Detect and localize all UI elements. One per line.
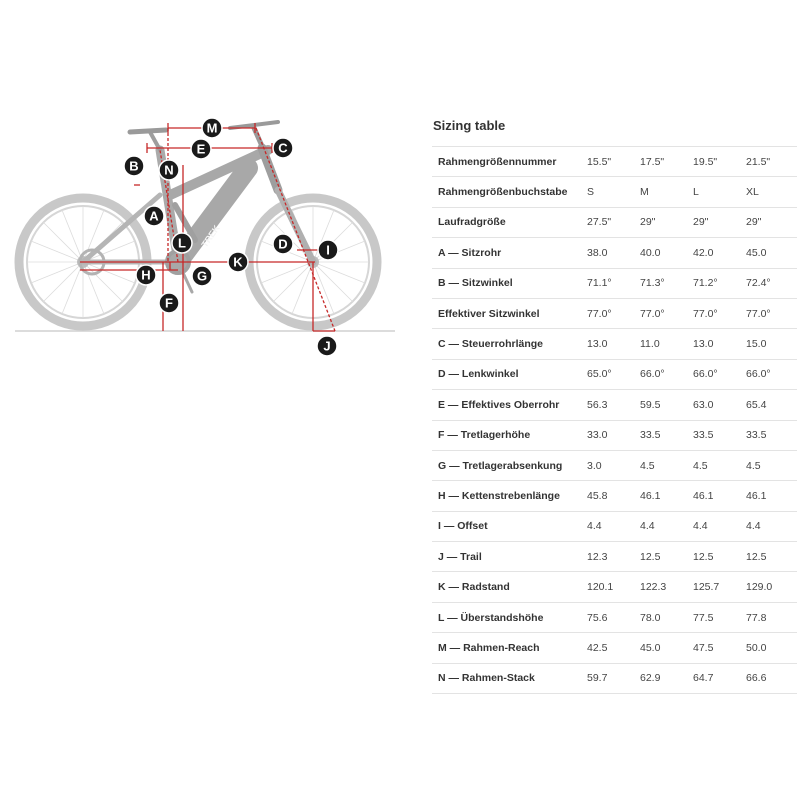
cell-value: 33.5 bbox=[638, 420, 691, 450]
svg-text:K: K bbox=[233, 254, 243, 270]
table-row bbox=[432, 602, 797, 632]
cell-value: 129.0 bbox=[744, 572, 797, 602]
cell-value: 40.0 bbox=[638, 238, 691, 268]
row-label: I — Offset bbox=[432, 511, 585, 541]
cell-value: 4.5 bbox=[638, 450, 691, 480]
cell-value: 4.4 bbox=[744, 511, 797, 541]
cell-value: L bbox=[691, 177, 744, 207]
cell-value: 45.0 bbox=[638, 633, 691, 663]
marker-n bbox=[159, 160, 179, 180]
svg-text:J: J bbox=[323, 338, 331, 354]
row-label: M — Rahmen-Reach bbox=[432, 633, 585, 663]
row-label: N — Rahmen-Stack bbox=[432, 663, 585, 693]
cell-value: 65.4 bbox=[744, 390, 797, 420]
row-label: Rahmengrößenbuchstabe bbox=[432, 177, 585, 207]
marker-h bbox=[136, 265, 156, 285]
table-row bbox=[432, 207, 797, 237]
row-label: A — Sitzrohr bbox=[432, 238, 585, 268]
svg-text:L: L bbox=[178, 235, 186, 251]
cell-value: 27.5" bbox=[585, 207, 638, 237]
cell-value: 77.0° bbox=[691, 298, 744, 328]
marker-e bbox=[191, 139, 211, 159]
cell-value: 66.0° bbox=[691, 359, 744, 389]
svg-text:G: G bbox=[196, 268, 208, 284]
cell-value: 122.3 bbox=[638, 572, 691, 602]
cell-value: 72.4° bbox=[744, 268, 797, 298]
cell-value: 56.3 bbox=[585, 390, 638, 420]
cell-value: 46.1 bbox=[744, 481, 797, 511]
cell-value: 33.0 bbox=[585, 420, 638, 450]
marker-f bbox=[159, 293, 179, 313]
cell-value: 12.3 bbox=[585, 542, 638, 572]
cell-value: 77.5 bbox=[691, 602, 744, 632]
marker-k bbox=[228, 252, 248, 272]
cell-value: 77.8 bbox=[744, 602, 797, 632]
svg-text:H: H bbox=[141, 267, 151, 283]
row-label: J — Trail bbox=[432, 542, 585, 572]
cell-value: 12.5 bbox=[638, 542, 691, 572]
cell-value: 64.7 bbox=[691, 663, 744, 693]
row-label: Laufradgröße bbox=[432, 207, 585, 237]
bike-geometry-diagram bbox=[0, 0, 420, 370]
cell-value: 42.5 bbox=[585, 633, 638, 663]
cell-value: 13.0 bbox=[691, 329, 744, 359]
cell-value: 11.0 bbox=[638, 329, 691, 359]
row-label: L — Überstandshöhe bbox=[432, 602, 585, 632]
table-row bbox=[432, 511, 797, 541]
table-row bbox=[432, 390, 797, 420]
cell-value: 4.4 bbox=[638, 511, 691, 541]
cell-value: 45.8 bbox=[585, 481, 638, 511]
cell-value: 29" bbox=[691, 207, 744, 237]
cell-value: 47.5 bbox=[691, 633, 744, 663]
cell-value: 38.0 bbox=[585, 238, 638, 268]
cell-value: 4.4 bbox=[691, 511, 744, 541]
cell-value: 13.0 bbox=[585, 329, 638, 359]
cell-value: 29" bbox=[638, 207, 691, 237]
marker-g bbox=[192, 266, 212, 286]
row-label: B — Sitzwinkel bbox=[432, 268, 585, 298]
marker-c bbox=[273, 138, 293, 158]
frame-brand-mark: TREK bbox=[199, 223, 222, 250]
sizing-table bbox=[432, 146, 797, 694]
cell-value: 4.5 bbox=[744, 450, 797, 480]
marker-d bbox=[273, 234, 293, 254]
row-label: H — Kettenstrebenlänge bbox=[432, 481, 585, 511]
cell-value: 12.5 bbox=[691, 542, 744, 572]
svg-text:F: F bbox=[165, 295, 173, 311]
cell-value: M bbox=[638, 177, 691, 207]
table-row bbox=[432, 450, 797, 480]
cell-value: 4.4 bbox=[585, 511, 638, 541]
cell-value: 46.1 bbox=[691, 481, 744, 511]
cell-value: 33.5 bbox=[691, 420, 744, 450]
svg-text:D: D bbox=[278, 236, 288, 252]
cell-value: 59.7 bbox=[585, 663, 638, 693]
cell-value: 71.1° bbox=[585, 268, 638, 298]
cell-value: 125.7 bbox=[691, 572, 744, 602]
cell-value: 120.1 bbox=[585, 572, 638, 602]
cell-value: 15.5" bbox=[585, 147, 638, 177]
cell-value: S bbox=[585, 177, 638, 207]
table-row bbox=[432, 481, 797, 511]
cell-value: 4.5 bbox=[691, 450, 744, 480]
cell-value: 33.5 bbox=[744, 420, 797, 450]
marker-m bbox=[202, 118, 222, 138]
cell-value: 12.5 bbox=[744, 542, 797, 572]
cell-value: 45.0 bbox=[744, 238, 797, 268]
cell-value: 3.0 bbox=[585, 450, 638, 480]
cell-value: 29" bbox=[744, 207, 797, 237]
cell-value: 59.5 bbox=[638, 390, 691, 420]
cell-value: 63.0 bbox=[691, 390, 744, 420]
svg-text:B: B bbox=[129, 158, 139, 174]
svg-text:A: A bbox=[149, 208, 159, 224]
cell-value: 17.5" bbox=[638, 147, 691, 177]
table-row bbox=[432, 542, 797, 572]
row-label: Effektiver Sitzwinkel bbox=[432, 298, 585, 328]
row-label: Rahmengrößennummer bbox=[432, 147, 585, 177]
row-label: G — Tretlagerabsenkung bbox=[432, 450, 585, 480]
cell-value: 78.0 bbox=[638, 602, 691, 632]
cell-value: 19.5" bbox=[691, 147, 744, 177]
row-label: F — Tretlagerhöhe bbox=[432, 420, 585, 450]
cell-value: 46.1 bbox=[638, 481, 691, 511]
table-row bbox=[432, 359, 797, 389]
table-title: Sizing table bbox=[433, 118, 506, 133]
cell-value: 42.0 bbox=[691, 238, 744, 268]
cell-value: 62.9 bbox=[638, 663, 691, 693]
svg-text:E: E bbox=[196, 141, 206, 157]
table-row bbox=[432, 572, 797, 602]
row-label: D — Lenkwinkel bbox=[432, 359, 585, 389]
marker-i bbox=[318, 240, 338, 260]
row-label: E — Effektives Oberrohr bbox=[432, 390, 585, 420]
cell-value: 77.0° bbox=[638, 298, 691, 328]
table-row bbox=[432, 633, 797, 663]
row-label: C — Steuerrohrlänge bbox=[432, 329, 585, 359]
table-row bbox=[432, 420, 797, 450]
table-row bbox=[432, 177, 797, 207]
table-row bbox=[432, 663, 797, 693]
svg-text:N: N bbox=[164, 162, 174, 178]
cell-value: 66.6 bbox=[744, 663, 797, 693]
cell-value: 71.2° bbox=[691, 268, 744, 298]
marker-j bbox=[317, 336, 337, 356]
cell-value: XL bbox=[744, 177, 797, 207]
svg-text:C: C bbox=[278, 140, 288, 156]
cell-value: 15.0 bbox=[744, 329, 797, 359]
cell-value: 75.6 bbox=[585, 602, 638, 632]
table-row bbox=[432, 298, 797, 328]
cell-value: 21.5" bbox=[744, 147, 797, 177]
marker-l bbox=[172, 233, 192, 253]
cell-value: 77.0° bbox=[744, 298, 797, 328]
table-row bbox=[432, 329, 797, 359]
table-row bbox=[432, 147, 797, 177]
svg-text:M: M bbox=[206, 120, 218, 136]
cell-value: 66.0° bbox=[744, 359, 797, 389]
cell-value: 66.0° bbox=[638, 359, 691, 389]
svg-text:I: I bbox=[326, 242, 330, 258]
cell-value: 77.0° bbox=[585, 298, 638, 328]
cell-value: 71.3° bbox=[638, 268, 691, 298]
row-label: K — Radstand bbox=[432, 572, 585, 602]
table-row bbox=[432, 268, 797, 298]
cell-value: 50.0 bbox=[744, 633, 797, 663]
cell-value: 65.0° bbox=[585, 359, 638, 389]
table-row bbox=[432, 238, 797, 268]
marker-a bbox=[144, 206, 164, 226]
marker-b bbox=[124, 156, 144, 176]
